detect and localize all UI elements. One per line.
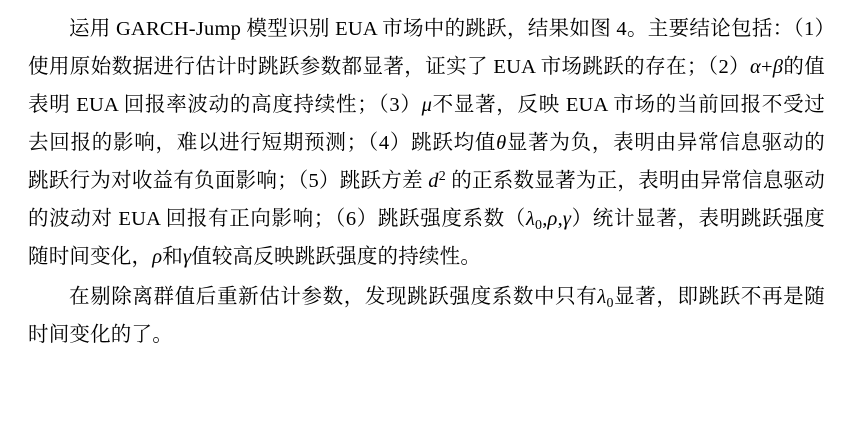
paragraph-1-segment-9: ）统计显著，表明跳跃强度随时间变化， (28, 208, 825, 268)
symbol-gamma-2: γ (182, 246, 192, 268)
symbol-beta: β (772, 56, 784, 78)
paragraph-2 (28, 278, 825, 354)
paragraph-1-segment-2: + (761, 56, 773, 78)
symbol-lambda-subscript-p2: 0 (606, 295, 614, 311)
paragraph-1-segment-3: 的值表明 EUA 回报率波动的高度持续性；（3） (28, 56, 825, 116)
paragraph-1-segment-5: 显著为负，表明由异常信息驱动的跳跃行为对收益有负面影响；（5）跳跃方差 (28, 132, 825, 192)
paragraph-1-segment-7: , (542, 208, 548, 230)
paragraph-2-segment-1: 在剔除离群值后重新估计参数，发现跳跃强度系数中只有 (69, 286, 598, 308)
symbol-theta: θ (496, 132, 507, 154)
paragraph-1-segment-11: 值较高反映跳跃强度的持续性。 (191, 246, 482, 268)
paragraph-1-segment-8: , (557, 208, 563, 230)
symbol-alpha: α (750, 56, 761, 78)
paragraph-1-segment-1: 运用 GARCH-Jump 模型识别 EUA 市场中的跳跃，结果如图 4。主要结论包括：（1）使用原始数据进行估计时跳跃参数都显著，证实了 EUA 市场跳跃的存在；（2） (28, 18, 825, 78)
symbol-lambda-subscript: 0 (535, 217, 543, 233)
paragraph-1-segment-6: 的正系数显著为正，表明由异常信息驱动的波动对 EUA 回报有正向影响；（6）跳跃强度系数（ (28, 170, 825, 230)
symbol-d: d (428, 170, 439, 192)
symbol-d-exponent: 2 (438, 169, 446, 185)
symbol-mu: μ (421, 94, 433, 116)
paragraph-2-segment-2: 显著，即跳跃不再是随时间变化的了。 (28, 286, 826, 346)
symbol-gamma: γ (562, 208, 572, 230)
paragraph-1 (28, 10, 825, 276)
symbol-lambda: λ (525, 208, 536, 230)
document-body (28, 10, 825, 354)
paragraph-1-segment-4: 不显著，反映 EUA 市场的当前回报不受过去回报的影响，难以进行短期预测；（4）跳跃均值 (28, 94, 825, 154)
symbol-rho: ρ (547, 208, 558, 230)
symbol-rho-2: ρ (152, 246, 163, 268)
symbol-lambda-p2: λ (597, 286, 607, 308)
paragraph-1-segment-10: 和 (162, 246, 183, 268)
